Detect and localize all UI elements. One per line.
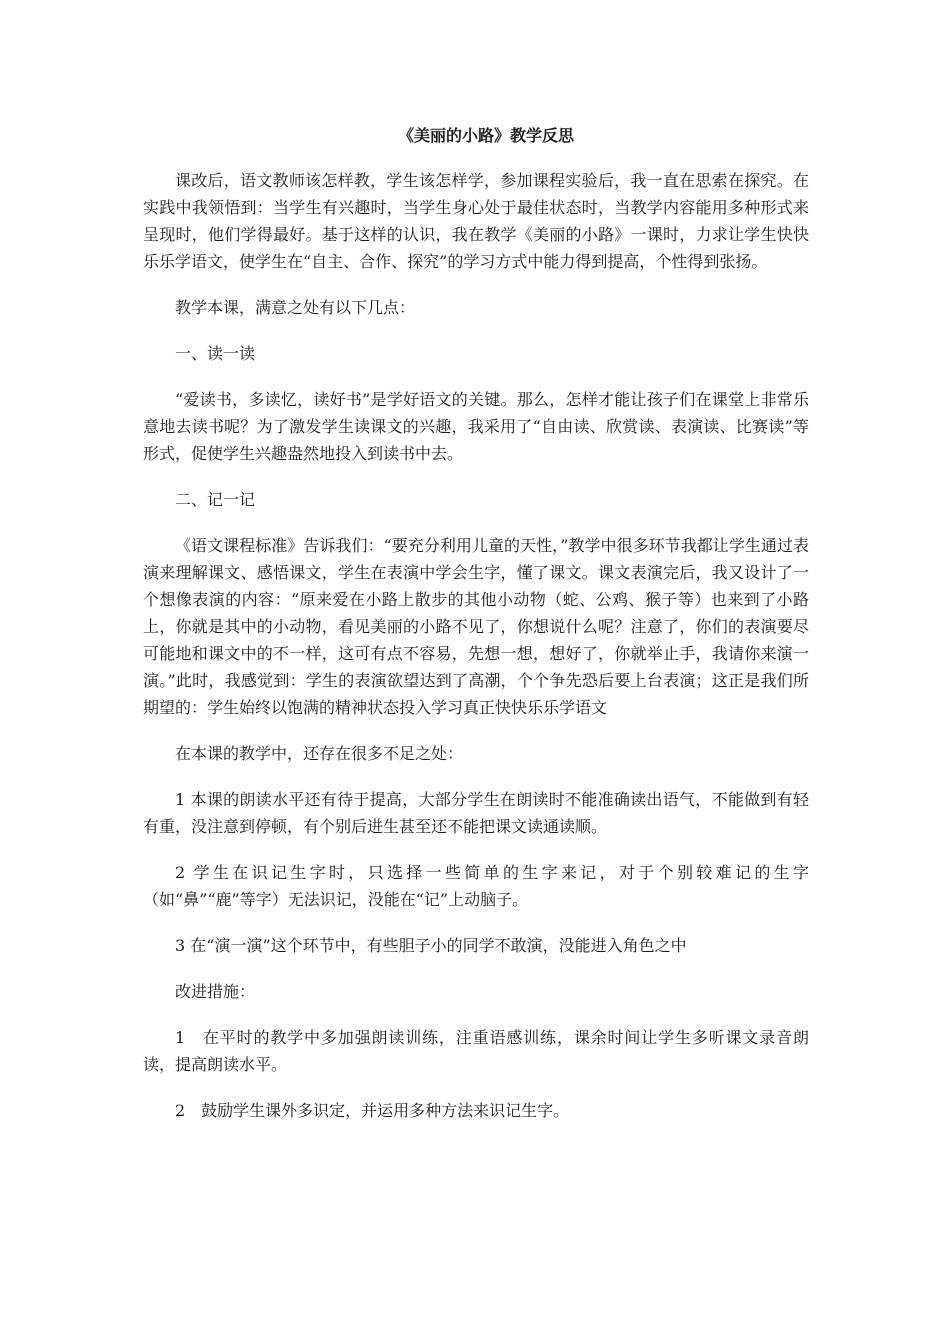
document-title: 《美丽的小路》教学反思	[397, 126, 574, 145]
shortcomings-heading: 在本课的教学中，还存在很多不足之处：	[175, 744, 464, 763]
satisfaction-heading: 教学本课，满意之处有以下几点：	[175, 298, 416, 317]
improvement-item-2: 2 鼓励学生课外多识定，并运用多种方法来识记生字。	[175, 1101, 570, 1120]
shortcoming-item-3: 3 在“演一演”这个环节中，有些胆子小的同学不敢演，没能进入角色之中	[175, 936, 687, 955]
improvements-heading: 改进措施：	[175, 982, 256, 1001]
improvement-item-1: 1 在平时的教学中多加强朗读训练，注重语感训练，课余时间让学生多听课文录音朗读，提高朗读水平。	[143, 1028, 809, 1074]
read-paragraph: “爱读书，多读忆，读好书”是学好语文的关键。那么，怎样才能让孩子们在课堂上非常乐意地去读书呢？为了激发学生读课文的兴趣，我采用了“自由读、欣赏读、表演读、比赛读”等形式，促使学生兴趣盎然地投入到读书中去。	[143, 390, 809, 463]
document-body	[143, 122, 809, 1143]
section-heading-remember: 二、记一记	[175, 490, 256, 509]
shortcoming-item-2: 2 学生在识记生字时，只选择一些简单的生字来记，对于个别较难记的生字（如“鼻”“鹿”等字）无法识记，没能在“记”上动脑子。	[143, 863, 809, 909]
section-heading-read: 一、读一读	[175, 344, 256, 363]
remember-paragraph: 《语文课程标准》告诉我们：“要充分利用儿童的天性，”教学中很多环节我都让学生通过表演来理解课文、感悟课文，学生在表演中学会生字，懂了课文。课文表演完后，我又设计了一个想像表演的内容：“原来爱在小路上散步的其他小动物（蛇、公鸡、猴子等）也来到了小路上，你就是其中的小动物，看见美丽的小路不见了，你想说什么呢？注意了，你们的表演要尽可能地和课文中的不一样，这可有点不容易，先想一想，想好了，你就举止手，我请你来演一演。”此时，我感觉到：学生的表演欲望达到了高潮，个个争先恐后要上台表演；这正是我们所期望的：学生始终以饱满的精神状态投入学习真正快快乐乐学语文	[143, 536, 809, 717]
shortcoming-item-1: 1 本课的朗读水平还有待于提高，大部分学生在朗读时不能准确读出语气，不能做到有轻有重，没注意到停顿，有个别后进生甚至还不能把课文读通读顺。	[143, 790, 809, 836]
intro-paragraph: 课改后，语文教师该怎样教，学生该怎样学，参加课程实验后，我一直在思索在探究。在实践中我领悟到：当学生有兴趣时，当学生身心处于最佳状态时，当教学内容能用多种形式来呈现时，他们学得最好。基于这样的认识，我在教学《美丽的小路》一课时，力求让学生快快乐乐学语文，使学生在“自主、合作、探究”的学习方式中能力得到提高，个性得到张扬。	[143, 171, 809, 271]
